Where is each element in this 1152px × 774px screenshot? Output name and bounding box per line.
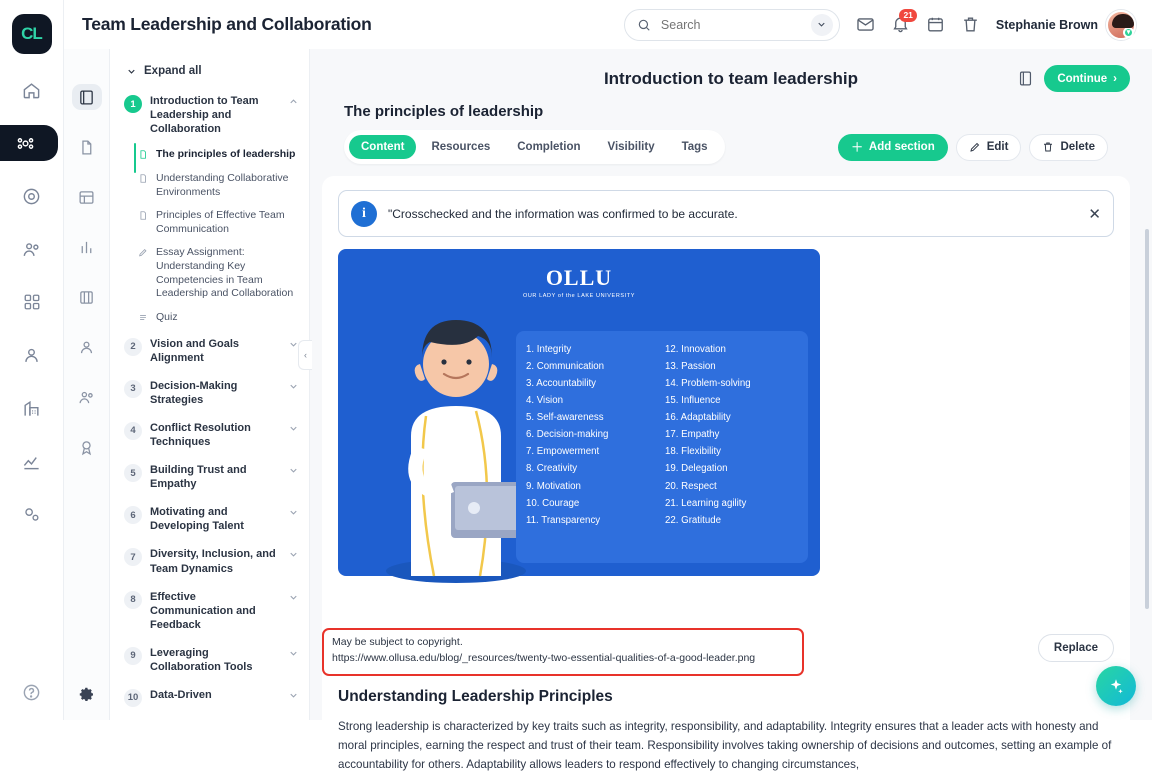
body-text: Strong leadership is characterized by key traits such as integrity, responsibility, and adaptability. Integrity ensures that a leader acts with honesty and moral principles, earning the respect and trust of their team. Responsibility involves taking ownership of decisions and outcomes, setting an example of accountability for others. Adaptability allows leaders to respond effectively to changing circumstances,	[338, 720, 1112, 771]
section-title: Diversity, Inclusion, and Team Dynamics	[150, 548, 276, 575]
section-title: Effective Communication and Feedback	[150, 590, 256, 631]
lesson-list	[120, 143, 303, 329]
lesson-item[interactable]	[120, 306, 303, 330]
sidebar-section-3[interactable]	[120, 372, 303, 414]
quality-item: 6. Decision-making	[526, 429, 609, 441]
quality-item: 21. Learning agility	[665, 497, 747, 509]
section-number: 8	[124, 591, 142, 609]
user-name: Stephanie Brown	[995, 17, 1098, 32]
main-header	[310, 49, 1152, 164]
settings-gear-icon[interactable]	[78, 686, 96, 704]
organization-icon[interactable]	[12, 390, 52, 426]
lesson-label: Essay Assignment: Understanding Key Competencies in Team Leadership and Collaboration	[156, 246, 294, 300]
brand-sub: OUR LADY of the LAKE UNIVERSITY	[522, 293, 636, 299]
sidebar-section-8[interactable]	[120, 583, 303, 639]
outline-section	[120, 583, 303, 639]
doc-icon	[138, 149, 149, 160]
trash-icon[interactable]	[961, 15, 980, 34]
secondary-nav-rail	[64, 0, 110, 720]
lesson-label: Quiz	[156, 311, 178, 323]
section-title: Decision-Making Strategies	[150, 379, 238, 406]
pencil-icon	[138, 247, 149, 258]
outline-section	[120, 414, 303, 456]
quality-item: 1. Integrity	[526, 344, 572, 355]
image-caption	[322, 628, 804, 676]
calendar-icon[interactable]	[926, 15, 945, 34]
replace-image-button[interactable]: Replace	[1038, 634, 1114, 662]
tab-actions	[838, 134, 1130, 161]
notice-text: "Crosschecked and the information was confirmed to be accurate.	[388, 206, 738, 221]
close-icon[interactable]: ✕	[1088, 205, 1101, 223]
outline-section	[120, 372, 303, 414]
section-title: Vision and Goals Alignment	[150, 337, 240, 364]
section-title: Motivating and Developing Talent	[150, 506, 244, 533]
section-number: 1	[124, 95, 142, 113]
content-scrollbar[interactable]	[1145, 229, 1149, 609]
section-title: Leveraging Collaboration Tools	[150, 646, 253, 673]
outline-section	[120, 681, 303, 714]
profile-icon[interactable]	[72, 334, 102, 360]
table-icon[interactable]	[72, 184, 102, 210]
apps-grid-icon[interactable]	[12, 284, 52, 320]
chevron-down-icon[interactable]	[288, 465, 299, 476]
outline-section	[120, 330, 303, 372]
lesson-subtitle: The principles of leadership	[344, 103, 544, 120]
bell-icon[interactable]	[891, 10, 913, 34]
section-number: 5	[124, 464, 142, 482]
section-title: Data-Driven	[150, 688, 212, 701]
qualities-right-column	[665, 343, 798, 551]
app-logo[interactable]: CL	[12, 14, 52, 54]
sidebar-section-7[interactable]	[120, 540, 303, 582]
quality-item: 14. Problem-solving	[665, 378, 751, 390]
chevron-down-icon	[126, 66, 137, 77]
quality-item: 18. Flexibility	[665, 446, 721, 458]
outline-list	[110, 87, 309, 714]
chevron-down-icon[interactable]	[288, 592, 299, 603]
chevron-down-icon[interactable]	[288, 423, 299, 434]
app-header	[64, 0, 1152, 49]
lesson-item[interactable]	[120, 241, 303, 306]
lesson-item[interactable]	[120, 167, 303, 204]
doc-icon	[138, 173, 149, 184]
award-icon[interactable]	[72, 434, 102, 460]
active-lesson-indicator	[134, 143, 136, 173]
quality-item: 8. Creativity	[526, 463, 578, 475]
tab-tags[interactable]: Tags	[681, 141, 708, 153]
brand-main: OLLU	[545, 265, 613, 290]
lesson-title: Introduction to team leadership	[603, 69, 859, 88]
chevron-down-icon[interactable]	[288, 690, 299, 701]
caption-line-2: https://www.ollusa.edu/blog/_resources/twenty-two-essential-qualities-of-a-good-leader.png	[332, 651, 756, 664]
tab-completion[interactable]: Completion	[517, 141, 581, 153]
continue-button[interactable]	[1044, 65, 1130, 92]
lesson-label: The principles of leadership	[156, 148, 296, 161]
tab-content[interactable]: Content	[349, 135, 416, 159]
documents-icon[interactable]	[72, 134, 102, 160]
page-title: Team Leadership and Collaboration	[82, 14, 372, 34]
section-number: 3	[124, 380, 142, 398]
analytics-icon[interactable]	[12, 443, 52, 479]
quality-item: 20. Respect	[665, 480, 717, 492]
expand-all-button[interactable]	[110, 49, 309, 87]
tabs	[344, 130, 725, 164]
outline-section	[120, 540, 303, 582]
mail-icon[interactable]	[856, 15, 875, 34]
course-outline-sidebar	[110, 49, 310, 720]
lesson-item[interactable]	[120, 204, 303, 241]
quality-item: 22. Gratitude	[665, 514, 722, 526]
user-menu[interactable]	[996, 10, 1136, 40]
quality-item: 9. Motivation	[526, 480, 581, 492]
trash-icon	[1042, 141, 1054, 153]
quality-item: 3. Accountability	[526, 378, 597, 390]
course-structure-icon[interactable]	[72, 84, 102, 110]
sidebar-section-5[interactable]	[120, 456, 303, 498]
pencil-icon	[969, 141, 981, 153]
chevron-right-icon: ›	[1113, 72, 1117, 85]
courses-icon[interactable]	[0, 125, 58, 161]
add-section-button[interactable]	[838, 134, 947, 161]
home-icon[interactable]	[12, 72, 52, 108]
target-icon[interactable]	[12, 178, 52, 214]
tab-resources[interactable]: Resources	[431, 141, 491, 153]
search-icon	[637, 18, 651, 32]
quality-item: 17. Empathy	[665, 429, 720, 441]
chevron-up-icon[interactable]	[288, 96, 299, 107]
qualities-panel	[516, 331, 808, 563]
rail-icon-list	[0, 72, 63, 532]
header-right-group	[624, 9, 1152, 41]
section-title: Conflict Resolution Techniques	[150, 421, 251, 449]
tabs-row	[344, 130, 1130, 164]
quality-item: 7. Empowerment	[526, 446, 600, 458]
sidebar-section-10[interactable]	[120, 681, 303, 714]
help-icon[interactable]	[22, 683, 41, 702]
section-title: Building Trust and Empathy	[150, 464, 247, 491]
lesson-label: Principles of Effective Team Communication	[156, 209, 285, 235]
qualities-left-column	[526, 343, 659, 551]
sidebar-section-1[interactable]	[120, 87, 303, 143]
body-heading: Understanding Leadership Principles	[338, 688, 613, 705]
main-content	[310, 49, 1152, 771]
ai-assistant-button[interactable]	[1096, 666, 1136, 706]
library-icon[interactable]	[72, 284, 102, 310]
lesson-item[interactable]	[120, 143, 303, 167]
quality-item: 10. Courage	[526, 497, 580, 509]
chevron-down-icon[interactable]	[288, 549, 299, 560]
edit-label: Edit	[986, 141, 1009, 153]
chevron-down-icon[interactable]	[288, 507, 299, 518]
avatar[interactable]	[1106, 10, 1136, 40]
tab-visibility[interactable]: Visibility	[607, 141, 655, 153]
quality-item: 4. Vision	[526, 395, 563, 407]
section-number: 10	[124, 689, 142, 707]
edit-button[interactable]	[956, 134, 1022, 161]
info-notice	[338, 190, 1114, 237]
quality-item: 12. Innovation	[665, 344, 726, 355]
doc-icon	[138, 210, 149, 221]
sidebar-section-6[interactable]	[120, 498, 303, 540]
quality-item: 13. Passion	[665, 361, 716, 373]
section-number: 9	[124, 647, 142, 665]
chart-bars-icon[interactable]	[72, 234, 102, 260]
section-number: 2	[124, 338, 142, 356]
group-icon[interactable]	[72, 384, 102, 410]
caption-line-1: May be subject to copyright.	[332, 636, 463, 648]
delete-label: Delete	[1060, 141, 1095, 153]
add-section-label: Add section	[868, 141, 935, 153]
delete-button[interactable]	[1029, 134, 1108, 161]
lesson-actions	[1017, 65, 1130, 92]
quality-item: 19. Delegation	[665, 463, 728, 475]
list-icon	[138, 312, 149, 323]
settings-gears-icon[interactable]	[12, 496, 52, 532]
sidebar-section-2[interactable]	[120, 330, 303, 372]
sidebar-section-9[interactable]	[120, 639, 303, 681]
primary-nav-rail	[0, 0, 64, 720]
lesson-label: Understanding Collaborative Environments	[156, 171, 289, 198]
quality-item: 16. Adaptability	[665, 412, 731, 424]
plus-icon: ＋	[851, 142, 863, 154]
outline-section	[120, 639, 303, 681]
section-number: 6	[124, 506, 142, 524]
lesson-image[interactable]	[338, 249, 820, 576]
expand-all-label: Expand all	[144, 65, 202, 77]
info-icon: i	[351, 201, 377, 227]
outline-section	[120, 87, 303, 330]
section-number: 7	[124, 548, 142, 566]
preview-icon[interactable]	[1017, 70, 1034, 87]
sidebar-section-4[interactable]	[120, 414, 303, 456]
people-icon[interactable]	[12, 231, 52, 267]
search-input[interactable]	[659, 17, 779, 33]
section-title: Introduction to Team Leadership and Collaboration	[150, 95, 259, 136]
quality-item: 5. Self-awareness	[526, 412, 604, 424]
quality-item: 2. Communication	[526, 361, 605, 373]
sidebar-collapse-handle[interactable]: ‹	[298, 340, 312, 370]
search-box[interactable]	[624, 9, 840, 41]
content-card	[322, 176, 1130, 771]
notification-badge: 21	[899, 9, 916, 22]
avatar-chevron-icon: ▾	[1123, 27, 1134, 38]
continue-label: Continue	[1057, 72, 1108, 85]
chevron-down-icon[interactable]	[288, 648, 299, 659]
chevron-down-icon[interactable]	[811, 14, 833, 36]
user-icon[interactable]	[12, 337, 52, 373]
quality-item: 15. Influence	[665, 395, 721, 407]
quality-item: 11. Transparency	[526, 514, 601, 526]
chevron-down-icon[interactable]	[288, 381, 299, 392]
section-number: 4	[124, 422, 142, 440]
outline-section	[120, 456, 303, 498]
outline-section	[120, 498, 303, 540]
